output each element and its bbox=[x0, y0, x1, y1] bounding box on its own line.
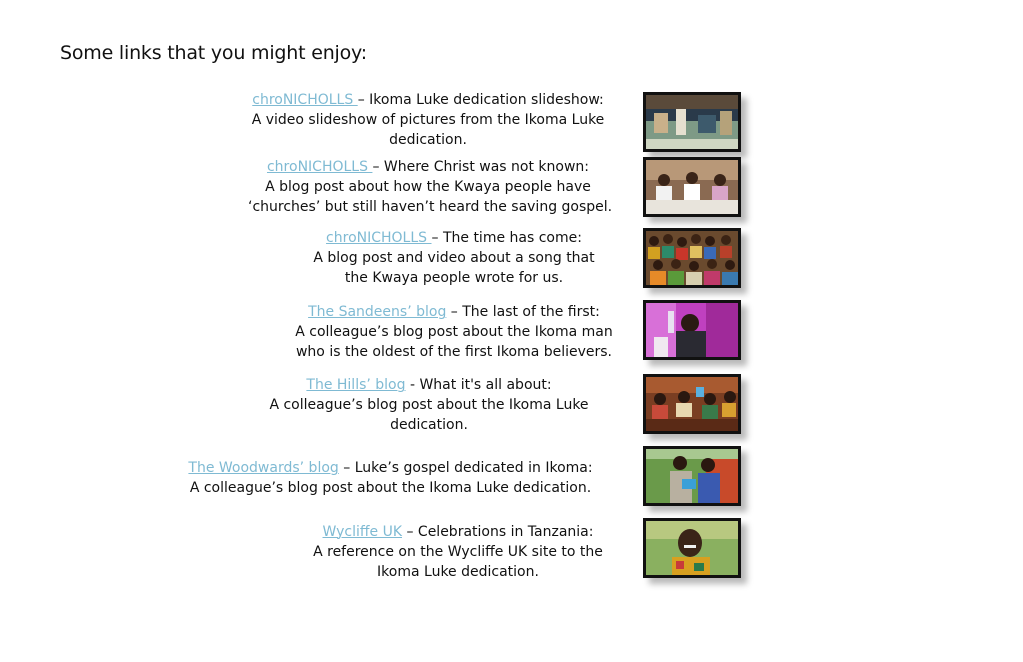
entry-link[interactable]: The Woodwards’ blog bbox=[188, 460, 339, 476]
entry-title-line bbox=[248, 157, 608, 177]
entry-link[interactable]: chroNICHOLLS bbox=[266, 159, 373, 175]
link-entry bbox=[178, 458, 603, 498]
entry-description-line: A reference on the Wycliffe UK site to the bbox=[313, 544, 603, 560]
two-men-photo[interactable] bbox=[643, 446, 741, 506]
link-entry bbox=[274, 228, 634, 288]
entry-description-line: dedication. bbox=[390, 417, 468, 433]
link-entry bbox=[248, 157, 613, 217]
congregation-photo[interactable] bbox=[643, 374, 741, 434]
link-entry bbox=[278, 522, 638, 582]
old-man-photo[interactable] bbox=[643, 300, 741, 360]
entry-title-line bbox=[274, 228, 634, 248]
entry-title: – The last of the first: bbox=[446, 304, 600, 320]
entry-title: – The time has come: bbox=[431, 230, 582, 246]
crowd-photo[interactable] bbox=[643, 228, 741, 288]
entry-link[interactable]: chroNICHOLLS bbox=[252, 92, 358, 108]
slideshow-photo[interactable] bbox=[643, 92, 741, 152]
link-entry bbox=[249, 375, 609, 435]
entry-link[interactable]: chroNICHOLLS bbox=[326, 230, 432, 246]
entry-description-line: A colleague’s blog post about the Ikoma Luke dedication. bbox=[189, 480, 592, 496]
entry-title-line bbox=[248, 90, 608, 110]
entry-description-line: Ikoma Luke dedication. bbox=[377, 564, 539, 580]
entry-title: – Celebrations in Tanzania: bbox=[402, 524, 594, 540]
entry-description-line: the Kwaya people wrote for us. bbox=[344, 270, 564, 286]
entry-description-line: A colleague’s blog post about the Ikoma Luke bbox=[269, 397, 589, 413]
group-at-table-photo[interactable] bbox=[643, 157, 741, 217]
entry-title: – Luke’s gospel dedicated in Ikoma: bbox=[338, 460, 593, 476]
entry-description-line: A blog post and video about a song that bbox=[313, 250, 595, 266]
page-heading: Some links that you might enjoy: bbox=[60, 42, 367, 64]
smiling-woman-photo[interactable] bbox=[643, 518, 741, 578]
link-entry bbox=[274, 302, 634, 362]
entry-description-line: dedication. bbox=[389, 132, 467, 148]
entry-description-line: A colleague’s blog post about the Ikoma man bbox=[295, 324, 613, 340]
entry-link[interactable]: The Hills’ blog bbox=[306, 377, 406, 393]
entry-title-line bbox=[278, 522, 638, 542]
entry-description-line: who is the oldest of the first Ikoma believers. bbox=[295, 344, 613, 360]
entry-title-line bbox=[249, 375, 609, 395]
link-entry bbox=[248, 90, 608, 150]
entry-description-line: A video slideshow of pictures from the Ikoma Luke bbox=[251, 112, 605, 128]
entry-title-line bbox=[178, 458, 603, 478]
entry-title: - What it's all about: bbox=[405, 377, 552, 393]
entry-title: – Ikoma Luke dedication slideshow: bbox=[357, 92, 604, 108]
entry-description-line: ‘churches’ but still haven’t heard the saving gospel. bbox=[248, 199, 613, 215]
entry-title: – Where Christ was not known: bbox=[372, 159, 589, 175]
entry-link[interactable]: The Sandeens’ blog bbox=[308, 304, 447, 320]
entry-description-line: A blog post about how the Kwaya people have bbox=[265, 179, 591, 195]
entry-link[interactable]: Wycliffe UK bbox=[322, 524, 403, 540]
entry-title-line bbox=[274, 302, 634, 322]
